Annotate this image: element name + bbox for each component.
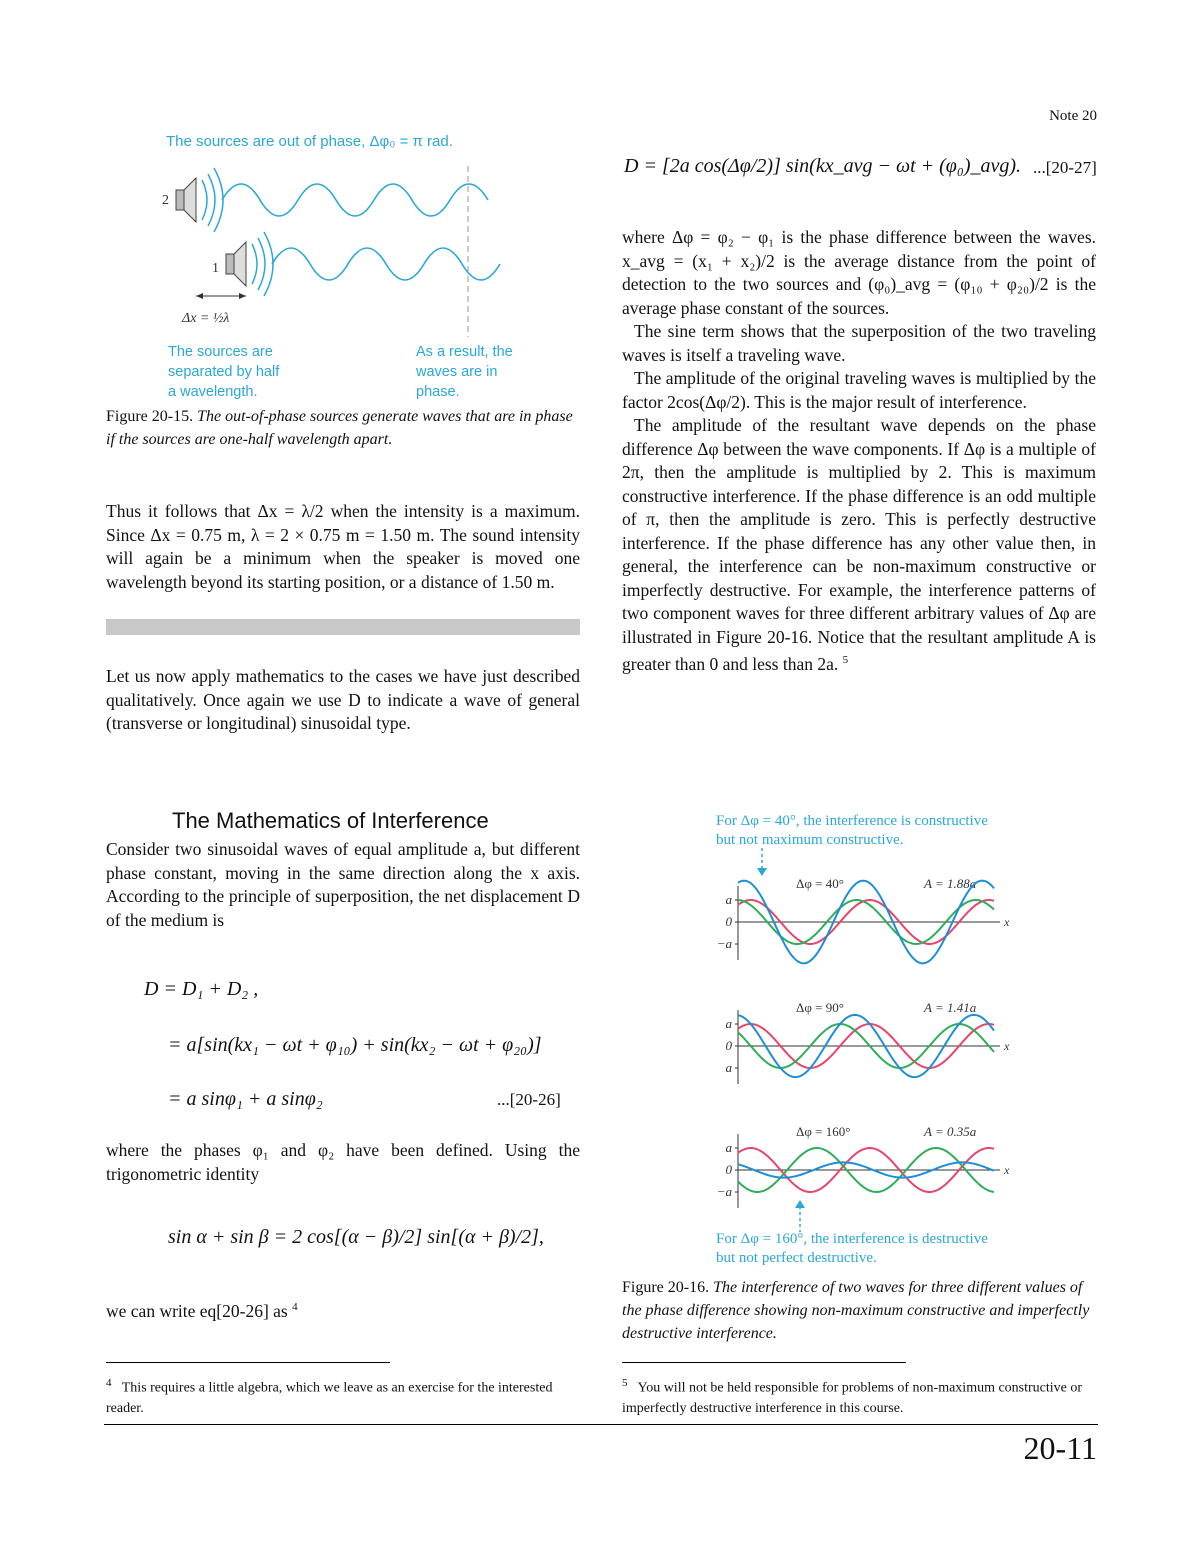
running-header: Note 20: [1049, 108, 1097, 124]
figure-20-16: [702, 810, 1102, 1272]
speaker-1-icon: [226, 232, 273, 296]
figure-15-left-note: The sources are separated by half a wavelength.: [168, 344, 280, 400]
equation-expanded: = a[sin(kx₁ − ωt + φ₁₀) + sin(kx₂ − ωt + φ₂₀)]: [168, 1034, 542, 1056]
y-tick-label-3-2: 0: [725, 1162, 732, 1177]
footnote-rule-left: [106, 1362, 390, 1363]
figure-16-top-note: For Δφ = 40°, the interference is constructive but not maximum constructive.: [716, 813, 988, 848]
y-tick-label-3-3: −a: [716, 1184, 732, 1199]
wave-1: [272, 248, 500, 280]
x-label-2: x: [1004, 1039, 1010, 1053]
speaker-2-label: 2: [162, 193, 169, 208]
amplitude-label-2: A = 1.41a: [924, 1000, 977, 1015]
dphi-label-2: Δφ = 90°: [796, 1000, 844, 1015]
y-tick-label-3-1: a: [725, 1140, 732, 1155]
dx-label: Δx = ½λ: [182, 311, 230, 326]
paragraph-phase-difference: where Δφ = φ₂ − φ₁ is the phase difference between the waves. x_avg = (x₁ + x₂)/2 is the average distance from the point of detection to the two sources and (φ₀)_avg = (φ₁₀ + φ₂₀)/2 is the average phase constant of the sources.: [622, 227, 1096, 318]
paragraph-apply-math: Let us now apply mathematics to the cases we have just described qualitatively. Once again we use D to indicate a wave of general (transverse or longitudinal) sinusoidal type.: [106, 666, 580, 733]
equation-resultant: D = [2a cos(Δφ/2)] sin(kx_avg − ωt + (φ₀)_avg).: [624, 155, 1022, 177]
footnote-ref-4: 4: [292, 1301, 298, 1313]
footnote-4: $^4$ This requires a little algebra, which we leave as an exercise for the interested reader.: [106, 1377, 553, 1416]
y-tick-label-1-1: a: [725, 892, 732, 907]
y-tick-label-2-2: 0: [725, 1038, 732, 1053]
equation-trig-identity: sin α + sin β = 2 cos[(α − β)/2] sin[(α + β)/2],: [168, 1226, 544, 1248]
bottom-pointer-head: [795, 1200, 805, 1208]
interference-plots: [702, 846, 1102, 1236]
y-tick-label-2-1: a: [725, 1016, 732, 1031]
paragraph-resultant-amplitude: The amplitude of the resultant wave depends on the phase difference Δφ between the wave components. If Δφ is a multiple of 2π, then the amplitude is multiplied by 2. This is maximum constructive interference. If the phase difference is an odd multiple of π, then the amplitude is zero. This is perfectly destructive interference. If the phase difference has any other value then, in general, the interference can be non-maximum constructive or imperfectly destructive. For example, the interference patterns of two component waves for three different arbitrary values of Δφ are illustrated in Figure 20-16. Notice that the resultant amplitude A is greater than 0 and less than 2a. $^5$: [622, 415, 1096, 674]
figure-15-caption: Figure 20-15. The out-of-phase sources generate waves that are in phase if the sources are one-half wavelength apart.: [106, 408, 573, 448]
figure-16-caption: Figure 20-16. The interference of two waves for three different values of the phase difference showing non-maximum constructive and imperfectly destructive interference.: [622, 1279, 1090, 1342]
paragraph-phases-defined: where the phases φ₁ and φ₂ have been defined. Using the trigonometric identity: [106, 1140, 580, 1184]
footnote-5: $^5$ You will not be held responsible for problems of non-maximum constructive or imperfectly destructive interference in this course.: [622, 1377, 1083, 1416]
y-tick-label-1-3: −a: [716, 936, 732, 951]
page-number: 20-11: [1023, 1430, 1097, 1466]
figure-20-15: [104, 130, 584, 405]
equation-number-27: ...[20-27]: [1033, 158, 1097, 177]
speaker-diagram: [104, 152, 584, 337]
equation-sum: D = D₁ + D₂ ,: [144, 978, 259, 1000]
section-title: The Mathematics of Interference: [172, 808, 489, 833]
paragraph-amplitude-factor: The amplitude of the original traveling waves is multiplied by the factor 2cos(Δφ/2). This is the major result of interference.: [622, 368, 1096, 412]
separator-bar: [106, 619, 580, 635]
paragraph-sine-term: The sine term shows that the superposition of the two traveling waves is itself a traveling wave.: [622, 321, 1096, 365]
paragraph-intensity: Thus it follows that Δx = λ/2 when the intensity is a maximum. Since Δx = 0.75 m, λ = 2 × 0.75 m = 1.50 m. The sound intensity will again be a minimum when the speaker is moved one wavelength beyond its starting position, or a distance of 1.50 m.: [106, 501, 580, 592]
x-label-3: x: [1004, 1163, 1010, 1177]
footnote-rule-right: [622, 1362, 906, 1363]
footer-rule: [104, 1424, 1098, 1425]
y-tick-label-1-2: 0: [725, 914, 732, 929]
dphi-label-3: Δφ = 160°: [796, 1124, 851, 1139]
paragraph-write-eq: we can write eq[20-26] as $^4$: [106, 1300, 298, 1321]
figure-15-title: The sources are out of phase, Δφ₀ = π rad.: [166, 133, 453, 150]
amplitude-label-1: A = 1.88a: [924, 876, 977, 891]
equation-number-26: ...[20-26]: [497, 1090, 561, 1109]
footnote-ref-5: 5: [842, 654, 849, 666]
amplitude-label-3: A = 0.35a: [924, 1124, 977, 1139]
speaker-2-icon: [176, 168, 223, 232]
dphi-label-1: Δφ = 40°: [796, 876, 844, 891]
x-label-1: x: [1004, 915, 1010, 929]
speaker-1-label: 1: [212, 261, 219, 276]
paragraph-superposition: Consider two sinusoidal waves of equal amplitude a, but different phase constant, moving in the same direction along the x axis. According to the principle of superposition, the net displacement D of the medium is: [106, 839, 580, 930]
y-tick-label-2-3: a: [725, 1060, 732, 1075]
equation-phases: = a sinφ₁ + a sinφ₂: [168, 1088, 323, 1110]
figure-16-bottom-note: For Δφ = 160°, the interference is destructive but not perfect destructive.: [716, 1231, 988, 1266]
top-pointer-head: [757, 868, 767, 876]
right-text-block: [622, 226, 1096, 676]
figure-15-right-note: As a result, the waves are in phase.: [416, 344, 513, 400]
wave-2: [222, 184, 488, 216]
